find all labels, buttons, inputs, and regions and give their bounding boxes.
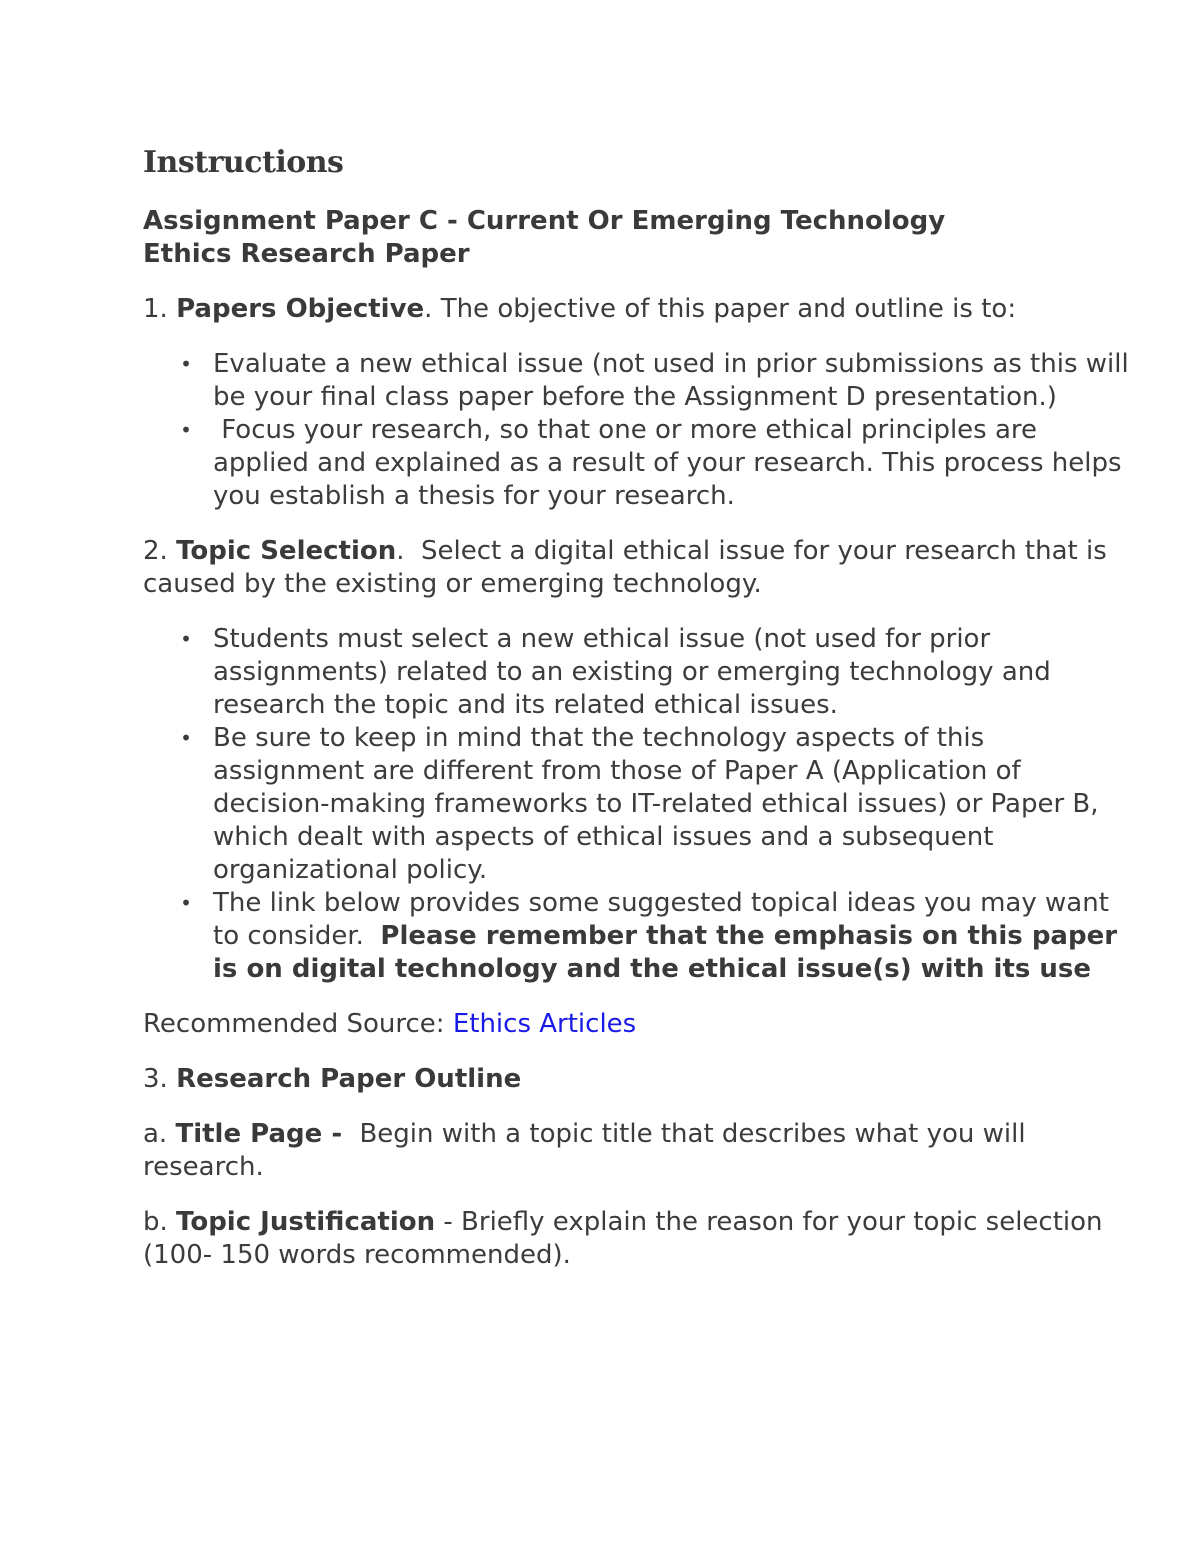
item-text: Begin with a topic title that describes what you will research.	[143, 1119, 1034, 1182]
section-number: 1.	[143, 294, 177, 324]
bullet-icon: •	[180, 726, 192, 750]
list-item-text: The link below provides some suggested topical ideas you may want to consider.	[213, 888, 1118, 951]
list-item	[143, 414, 1133, 513]
section-topic-selection	[143, 535, 1133, 601]
section-text: . Select a digital ethical issue for your research that is caused by the existing or emerging technology.	[143, 536, 1116, 599]
section-research-outline	[143, 1063, 1133, 1096]
item-prefix: b.	[143, 1207, 177, 1237]
list-item-text: Be sure to keep in mind that the technology aspects of this assignment are different from those of Paper A (Application of decision-making frameworks to IT-related ethical issues) or Paper B, which dealt with aspects of ethical issues and a subsequent organizational policy.	[213, 723, 1099, 885]
list-item	[143, 722, 1133, 887]
emphasis-text: Please remember that the emphasis on this paper is on digital technology and the ethical issue(s) with its use	[213, 921, 1118, 984]
recommended-label: Recommended Source:	[143, 1009, 453, 1039]
section-number: 3.	[143, 1064, 177, 1094]
list-item-text: Focus your research, so that one or more ethical principles are applied and explained as a result of your research. This process helps you establish a thesis for your research.	[213, 415, 1130, 511]
section-label: Research Paper Outline	[176, 1064, 522, 1094]
list-item	[143, 887, 1133, 986]
list-item	[143, 348, 1133, 414]
outline-item-topic-justification	[143, 1206, 1133, 1272]
bullet-icon: •	[180, 418, 192, 442]
section-label: Papers Objective	[176, 294, 425, 324]
topic-selection-list	[143, 623, 1133, 986]
page-title: Instructions	[143, 145, 344, 180]
list-item-text: Students must select a new ethical issue (not used for prior assignments) related to an existing or emerging technology and research the topic and its related ethical issues.	[213, 624, 1051, 720]
ethics-articles-link[interactable]: Ethics Articles	[452, 1009, 637, 1039]
item-prefix: a.	[143, 1119, 176, 1149]
assignment-title-line1: Assignment Paper C - Current Or Emerging Technology	[143, 206, 946, 236]
section-papers-objective	[143, 293, 1133, 326]
section-label: Topic Selection	[176, 536, 397, 566]
item-text: - Briefly explain the reason for your topic selection (100- 150 words recommended).	[143, 1207, 1111, 1270]
bullet-icon: •	[180, 352, 192, 376]
section-text: . The objective of this paper and outline is to:	[424, 294, 1017, 324]
list-item-text: Evaluate a new ethical issue (not used in prior submissions as this will be your final class paper before the Assignment D presentation.)	[213, 349, 1129, 412]
assignment-title-line2: Ethics Research Paper	[143, 239, 470, 269]
item-label: Topic Justification	[176, 1207, 436, 1237]
section-number: 2.	[143, 536, 177, 566]
outline-item-title-page	[143, 1118, 1133, 1184]
bullet-icon: •	[180, 627, 192, 651]
list-item	[143, 623, 1133, 722]
document-content	[143, 143, 1133, 1294]
objective-list	[143, 348, 1133, 513]
recommended-source	[143, 1008, 1133, 1041]
assignment-title	[143, 205, 1133, 271]
bullet-icon: •	[180, 891, 192, 915]
item-label: Title Page -	[175, 1119, 352, 1149]
